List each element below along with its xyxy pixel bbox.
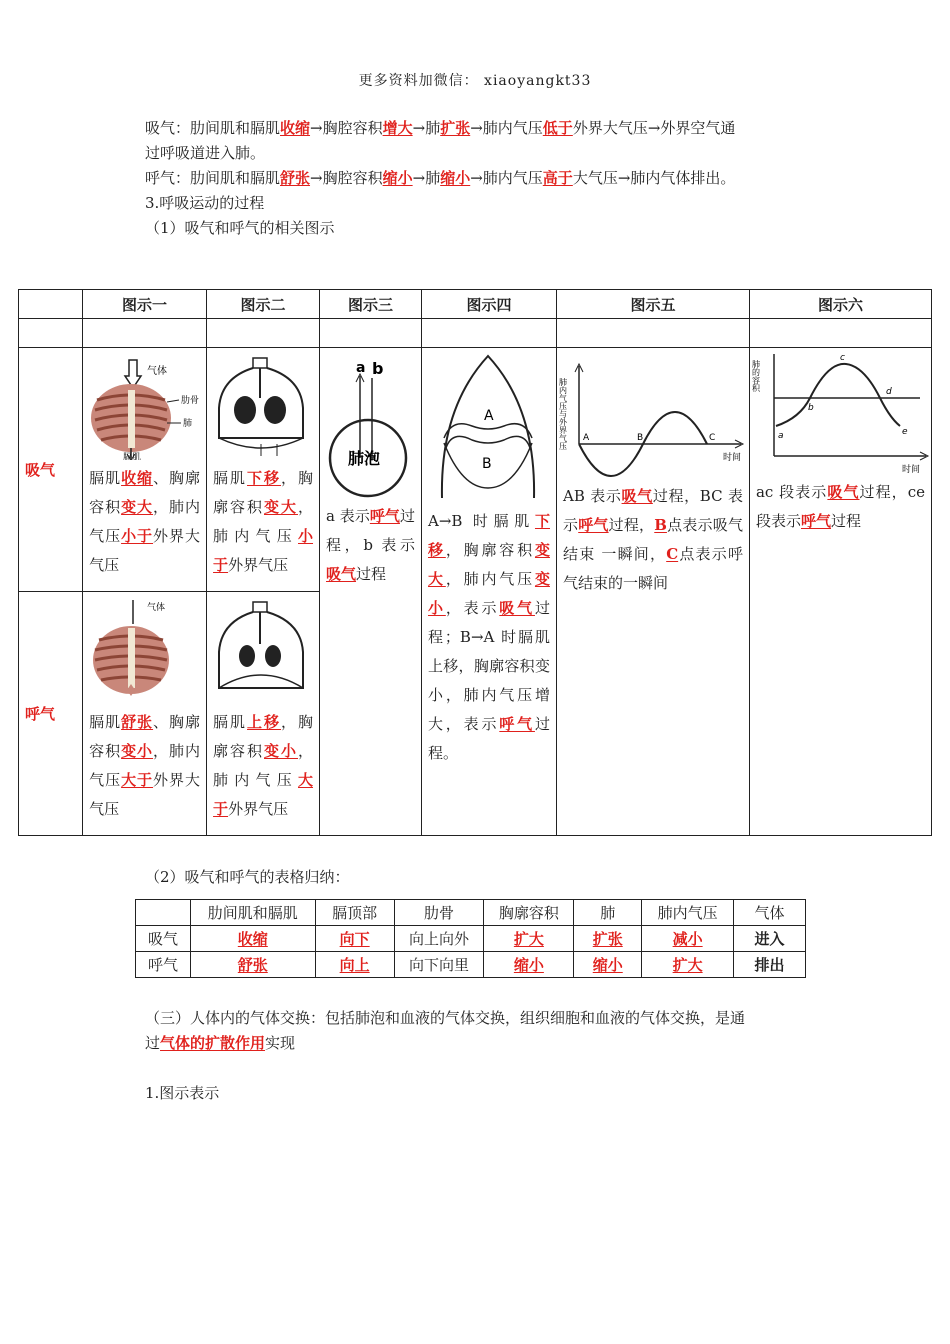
fig2-exhale-cell	[207, 592, 320, 836]
col-header: 胸廓容积	[484, 900, 574, 926]
fig4-text: A→B 时膈肌下移，胸廓容积变大，肺内气压变小，表示吸气过程；B→A 时膈肌上移，胸廓容积变小，肺内气压增大，表示呼气过程。	[427, 512, 550, 762]
svg-text:b: b	[372, 359, 384, 378]
fig4-cell	[421, 348, 556, 836]
col-header: 气体	[734, 900, 806, 926]
fig1-exhale-text: 膈肌舒张、胸廓容积变小，肺内气压大于外界大气压	[89, 713, 201, 818]
table-cell: 向下	[315, 926, 394, 952]
svg-text:a: a	[777, 431, 784, 441]
table-cell: 向下向里	[394, 952, 484, 978]
fig2-exhale-text: 膈肌上移，胸廓容积变小，肺 内 气 压 大于外界气压	[213, 713, 314, 818]
svg-text:C: C	[708, 433, 716, 443]
svg-text:B: B	[636, 433, 644, 443]
summary-table	[135, 899, 806, 978]
svg-text:e: e	[901, 427, 908, 437]
fig1-exhale-cell	[83, 592, 207, 836]
table-cell: 舒张	[190, 952, 315, 978]
table-cell: 缩小	[484, 952, 574, 978]
col-header: 图示六	[749, 290, 931, 319]
col-header: 肺内气压	[642, 900, 734, 926]
table-row	[136, 926, 806, 952]
fig5-text: AB 表示吸气过程，BC 表示呼气过程，B点表示吸气结束 一瞬间，C点表示呼气结束的一瞬间	[562, 487, 743, 592]
exhale-description: 呼气：肋间肌和膈肌舒张→胸腔容积缩小→肺缩小→肺内气压高于大气压→肺内气体排出。	[145, 169, 736, 187]
inhale-description: 吸气：肋间肌和膈肌收缩→胸腔容积增大→肺扩张→肺内气压低于外界大气压→外界空气通	[145, 119, 736, 137]
table-cell: 减小	[642, 926, 734, 952]
svg-text:气体: 气体	[147, 366, 168, 377]
col-header: 图示三	[320, 290, 422, 319]
svg-text:肺内气压与外界气压: 肺内气压与外界气压	[558, 378, 568, 450]
fig1-inhale-cell	[83, 348, 207, 592]
table-cell: 缩小	[574, 952, 642, 978]
diagram-table	[18, 289, 932, 836]
subheading-2: （2）吸气和呼气的表格归纳：	[145, 868, 350, 886]
svg-text:c: c	[839, 353, 845, 363]
col-header: 肋骨	[394, 900, 484, 926]
fig2-inhale-text: 膈肌下移，胸廓容积变大，肺 内 气 压 小于外界气压	[213, 469, 314, 574]
svg-text:肋骨: 肋骨	[181, 396, 200, 406]
col-header: 膈顶部	[315, 900, 394, 926]
ribcage-inhale-illustration	[83, 348, 205, 460]
col-header: 图示二	[207, 290, 320, 319]
table-cell: 向上向外	[394, 926, 484, 952]
fig3-cell	[320, 348, 422, 836]
alveolus-illustration	[320, 348, 420, 498]
svg-text:a: a	[356, 360, 366, 376]
table-cell: 扩张	[574, 926, 642, 952]
fig6-cell	[749, 348, 931, 836]
svg-text:时间: 时间	[722, 453, 741, 463]
svg-text:d: d	[885, 387, 892, 397]
svg-text:B: B	[481, 456, 492, 472]
bell-jar-exhale-illustration	[207, 592, 318, 704]
svg-text:肺: 肺	[183, 419, 193, 429]
table-cell: 进入	[734, 926, 806, 952]
gas-exchange-paragraph: （三）人体内的气体交换：包括肺泡和血液的气体交换，组织细胞和血液的气体交换，是通	[145, 1009, 746, 1027]
col-header: 图示四	[421, 290, 556, 319]
svg-text:膈肌: 膈肌	[123, 453, 142, 460]
section-heading-3: 3.呼吸运动的过程	[145, 194, 265, 212]
section-heading-figures: 1.图示表示	[145, 1084, 220, 1102]
svg-text:气体: 气体	[147, 603, 166, 613]
col-header: 肋间肌和膈肌	[190, 900, 315, 926]
row-label: 呼气	[136, 952, 191, 978]
svg-text:时间: 时间	[901, 465, 920, 474]
col-header: 图示五	[556, 290, 749, 319]
table-cell: 扩大	[642, 952, 734, 978]
table-cell: 排出	[734, 952, 806, 978]
row-label-exhale: 呼气	[19, 592, 83, 836]
fig3-text: a 表示呼气过程，b 表示吸气过程	[326, 507, 415, 583]
lung-volume-curve-illustration	[750, 348, 930, 474]
svg-text:b: b	[807, 403, 814, 413]
empty-row	[19, 319, 932, 348]
diagram-table-header	[19, 290, 932, 319]
row-label-inhale: 吸气	[19, 348, 83, 592]
table-cell: 收缩	[190, 926, 315, 952]
ribcage-exhale-illustration	[83, 592, 205, 704]
table-cell: 向上	[315, 952, 394, 978]
fig1-inhale-text: 膈肌收缩、胸廓容积变大，肺内气压小于外界大气压	[89, 469, 201, 574]
diaphragm-curve-illustration	[422, 348, 556, 503]
table-cell: 扩大	[484, 926, 574, 952]
pressure-curve-illustration	[557, 348, 749, 478]
gas-exchange-paragraph-cont: 过气体的扩散作用实现	[145, 1034, 296, 1052]
summary-table-header	[136, 900, 806, 926]
table-row	[136, 952, 806, 978]
page-header: 更多资料加微信： xiaoyangkt33	[358, 73, 592, 89]
svg-text:A: A	[582, 433, 590, 443]
fig6-text: ac 段表示吸气过程，ce 段表示呼气过程	[755, 483, 925, 530]
col-header: 图示一	[83, 290, 207, 319]
bell-jar-inhale-illustration	[207, 348, 318, 460]
col-header	[136, 900, 191, 926]
subheading-1: （1）吸气和呼气的相关图示	[145, 219, 335, 237]
inhale-row	[19, 348, 932, 592]
fig2-inhale-cell	[207, 348, 320, 592]
svg-text:A: A	[483, 408, 494, 424]
fig5-cell	[556, 348, 749, 836]
svg-text:肺的容积: 肺的容积	[751, 360, 761, 392]
inhale-description-cont: 过呼吸道进入肺。	[145, 144, 266, 162]
row-label: 吸气	[136, 926, 191, 952]
svg-text:肺泡: 肺泡	[348, 449, 381, 468]
col-header: 肺	[574, 900, 642, 926]
